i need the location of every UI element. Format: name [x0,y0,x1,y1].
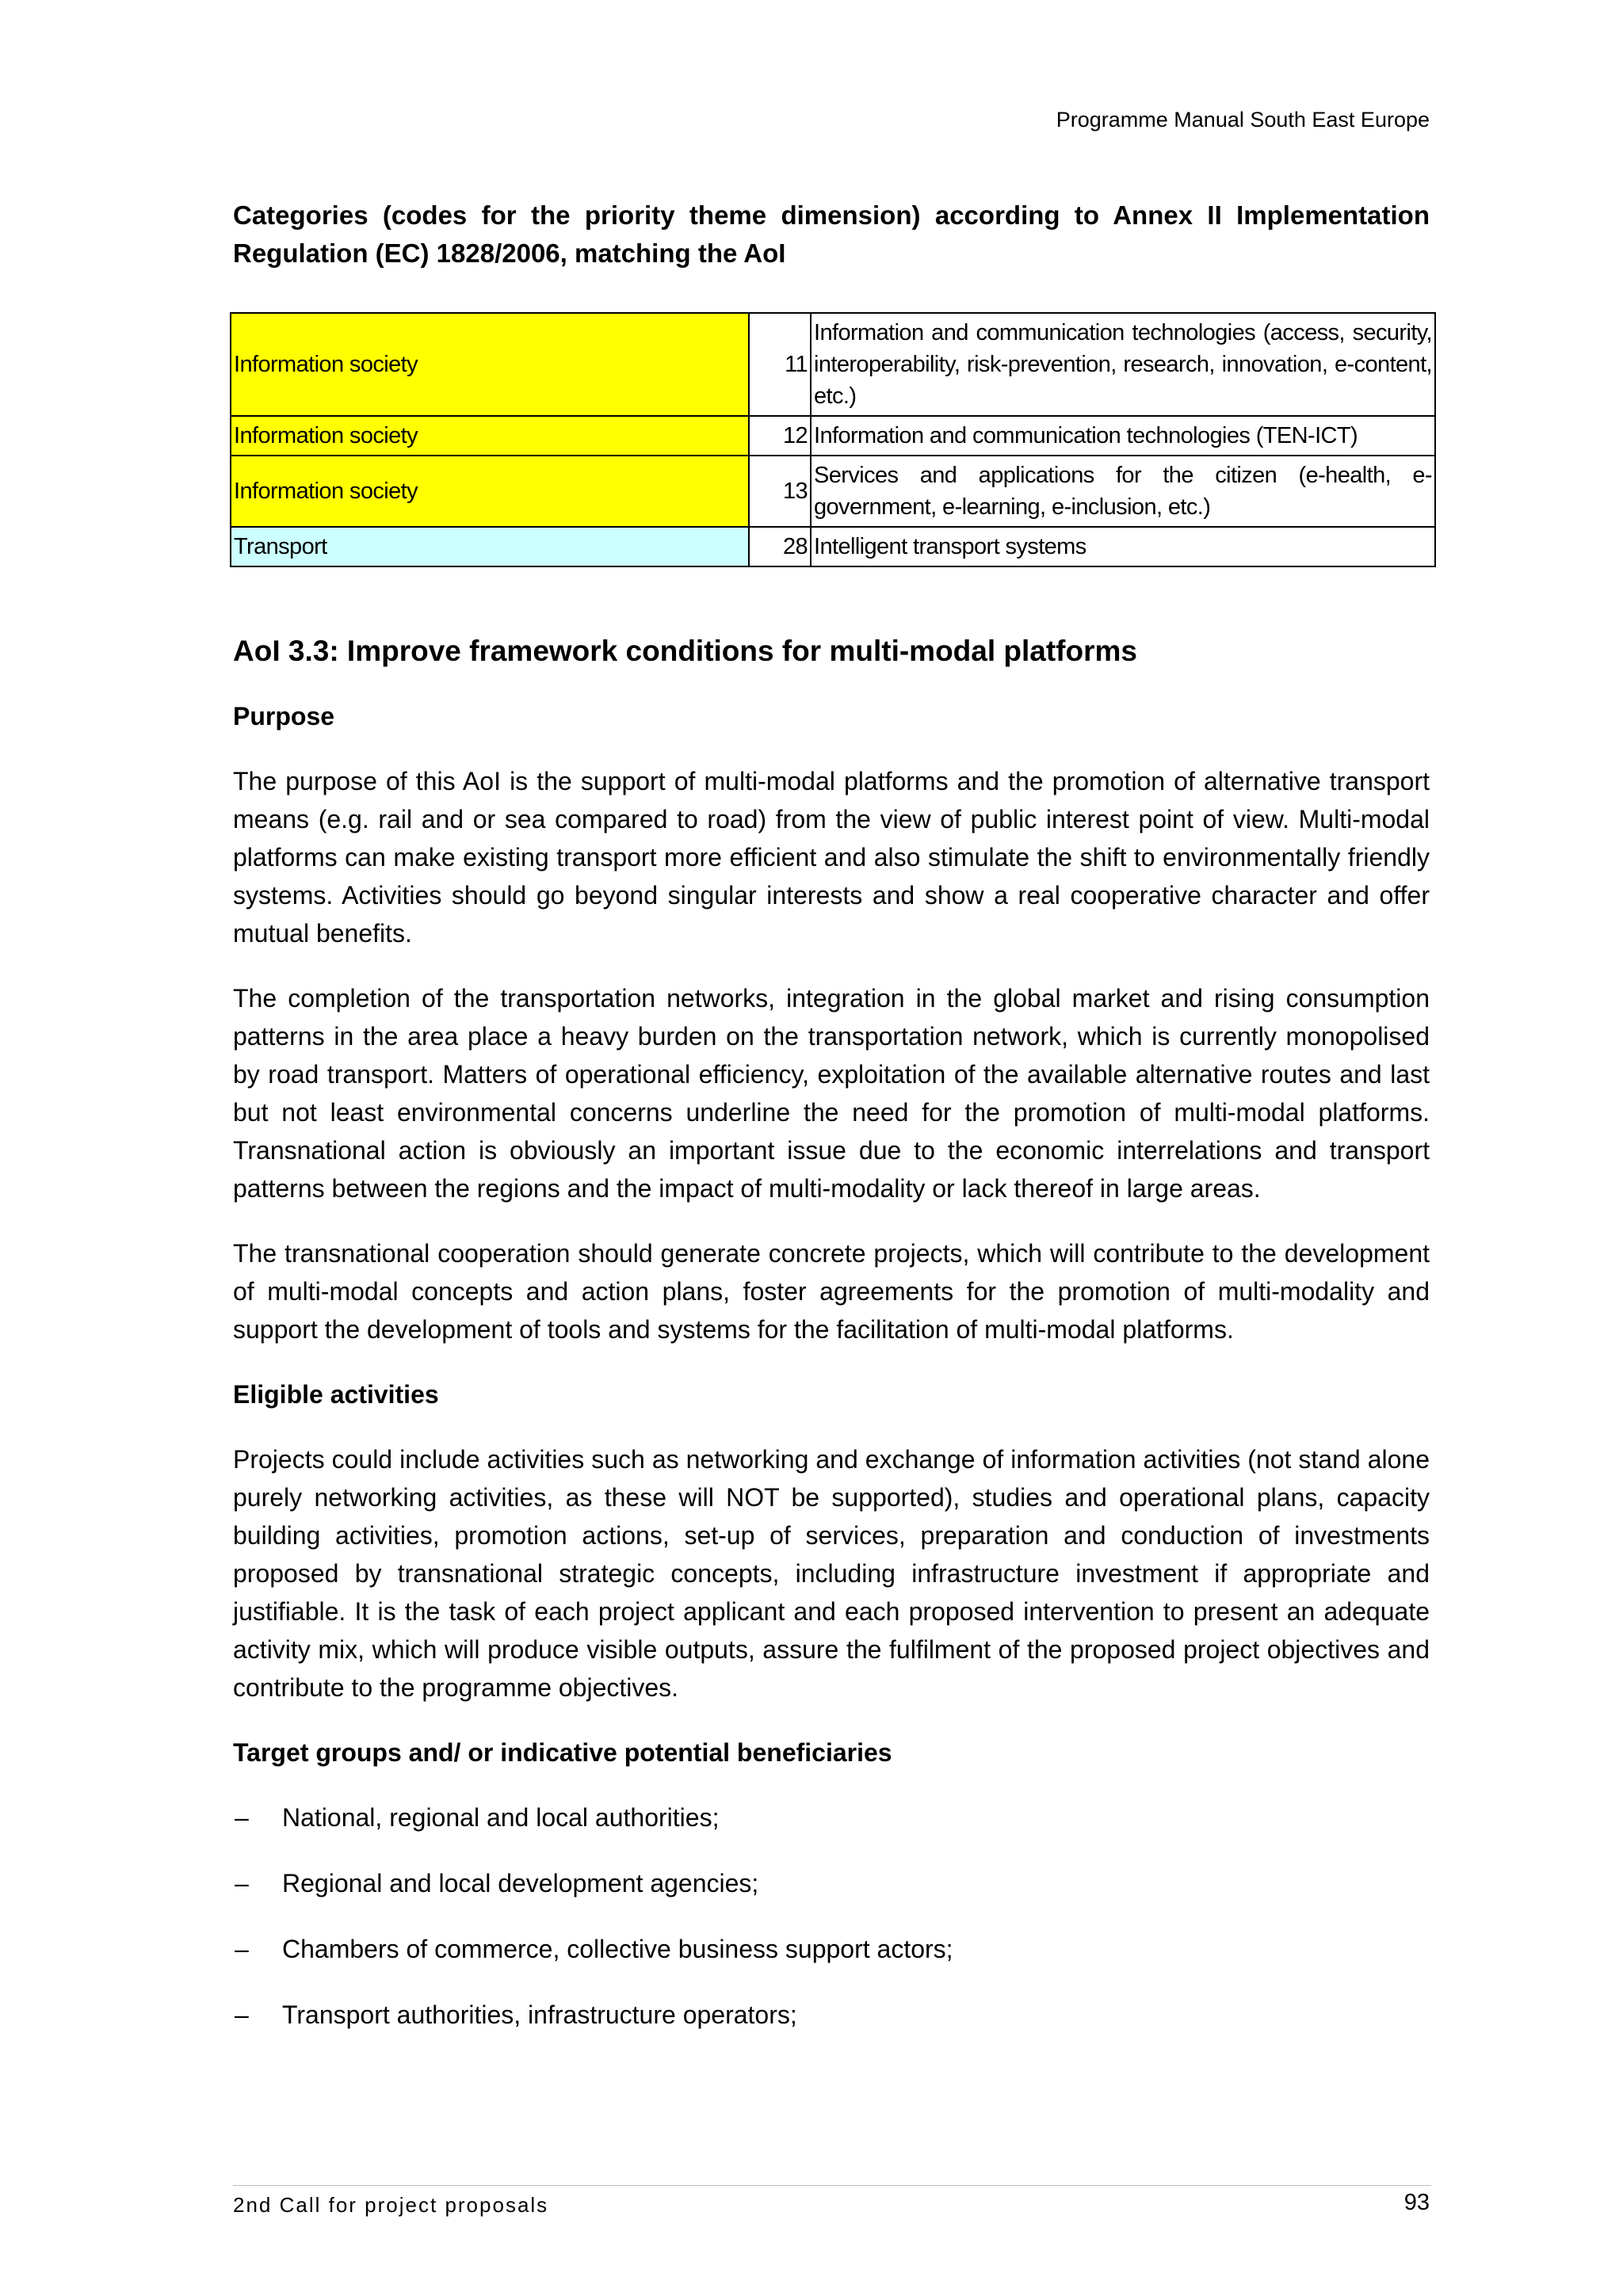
purpose-paragraph: The completion of the transportation networks, integration in the global market and rising consumption patterns in the area place a heavy burden on the transportation network, which is currently monopolised by road transport. Matters of operational efficiency, exploitation of the available alternative routes and last but not least environmental concerns underline the need for the promotion of multi-modal platforms. Transnational action is obviously an important issue due to the economic interrelations and transport patterns between the regions and the impact of multi-modality or lack thereof in large areas. [233,984,1430,1203]
category-description: Information and communication technologies (TEN-ICT) [811,416,1435,456]
category-name: Information society [231,456,749,527]
category-name: Information society [231,313,749,416]
category-code: 13 [749,456,811,527]
list-item [233,1996,1430,2034]
running-header: Programme Manual South East Europe [1056,108,1430,132]
bullet-dash: – [235,2000,249,2029]
table-row [231,527,1435,566]
categories-heading: Categories (codes for the priority theme dimension) according to Annex II Implementation Regulation (EC) 1828/2006, matching the AoI [233,200,1430,268]
aoi-title: AoI 3.3: Improve framework conditions for multi-modal platforms [233,635,1137,667]
purpose-paragraph: The transnational cooperation should generate concrete projects, which will contribute to the development of multi-modal concepts and action plans, foster agreements for the promotion of multi-modality and support the development of tools and systems for the facilitation of multi-modal platforms. [233,1239,1430,1344]
bullet-dash: – [235,1935,249,1963]
categories-table [230,312,1436,567]
list-item [233,1930,1430,1968]
category-name: Transport [231,527,749,566]
category-description: Intelligent transport systems [811,527,1435,566]
purpose-heading: Purpose [233,702,335,730]
category-code: 12 [749,416,811,456]
bullet-dash: – [235,1869,249,1897]
beneficiary-text: Chambers of commerce, collective business support actors; [282,1935,953,1963]
footer-divider [233,2185,1431,2186]
list-item [233,1864,1430,1902]
beneficiaries-list [233,1798,1430,2034]
category-code: 11 [749,313,811,416]
category-code: 28 [749,527,811,566]
beneficiary-text: National, regional and local authorities; [282,1803,720,1832]
category-description: Services and applications for the citizen (e-health, e-government, e-learning, e-inclusion, etc.) [811,456,1435,527]
target-heading: Target groups and/ or indicative potential beneficiaries [233,1738,892,1767]
table-row [231,456,1435,527]
table-row [231,416,1435,456]
beneficiary-text: Transport authorities, infrastructure operators; [282,2000,797,2029]
category-name: Information society [231,416,749,456]
eligible-heading: Eligible activities [233,1380,439,1409]
list-item [233,1798,1430,1836]
purpose-paragraph: The purpose of this AoI is the support of multi-modal platforms and the promotion of alternative transport means (e.g. rail and or sea compared to road) from the view of public interest point of view. Multi-modal platforms can make existing transport more efficient and also stimulate the shift to environmentally friendly systems. Activities should go beyond singular interests and show a real cooperative character and offer mutual benefits. [233,767,1430,948]
footer-call-label: 2nd Call for project proposals [233,2193,549,2217]
table-row [231,313,1435,416]
category-description: Information and communication technologies (access, security, interoperability, risk-prevention, research, innovation, e-content, etc.) [811,313,1435,416]
page-number: 93 [1403,2190,1430,2215]
bullet-dash: – [235,1803,249,1832]
page-content [233,196,1430,2061]
beneficiary-text: Regional and local development agencies; [282,1869,759,1897]
eligible-paragraph: Projects could include activities such as networking and exchange of information activities (not stand alone purely networking activities, as these will NOT be supported), studies and operational plans, capacity building activities, promotion actions, set-up of services, preparation and conduction of investments proposed by transnational strategic concepts, including infrastructure investment if appropriate and justifiable. It is the task of each project applicant and each proposed intervention to present an adequate activity mix, which will produce visible outputs, assure the fulfilment of the proposed project objectives and contribute to the programme objectives. [233,1445,1430,1702]
